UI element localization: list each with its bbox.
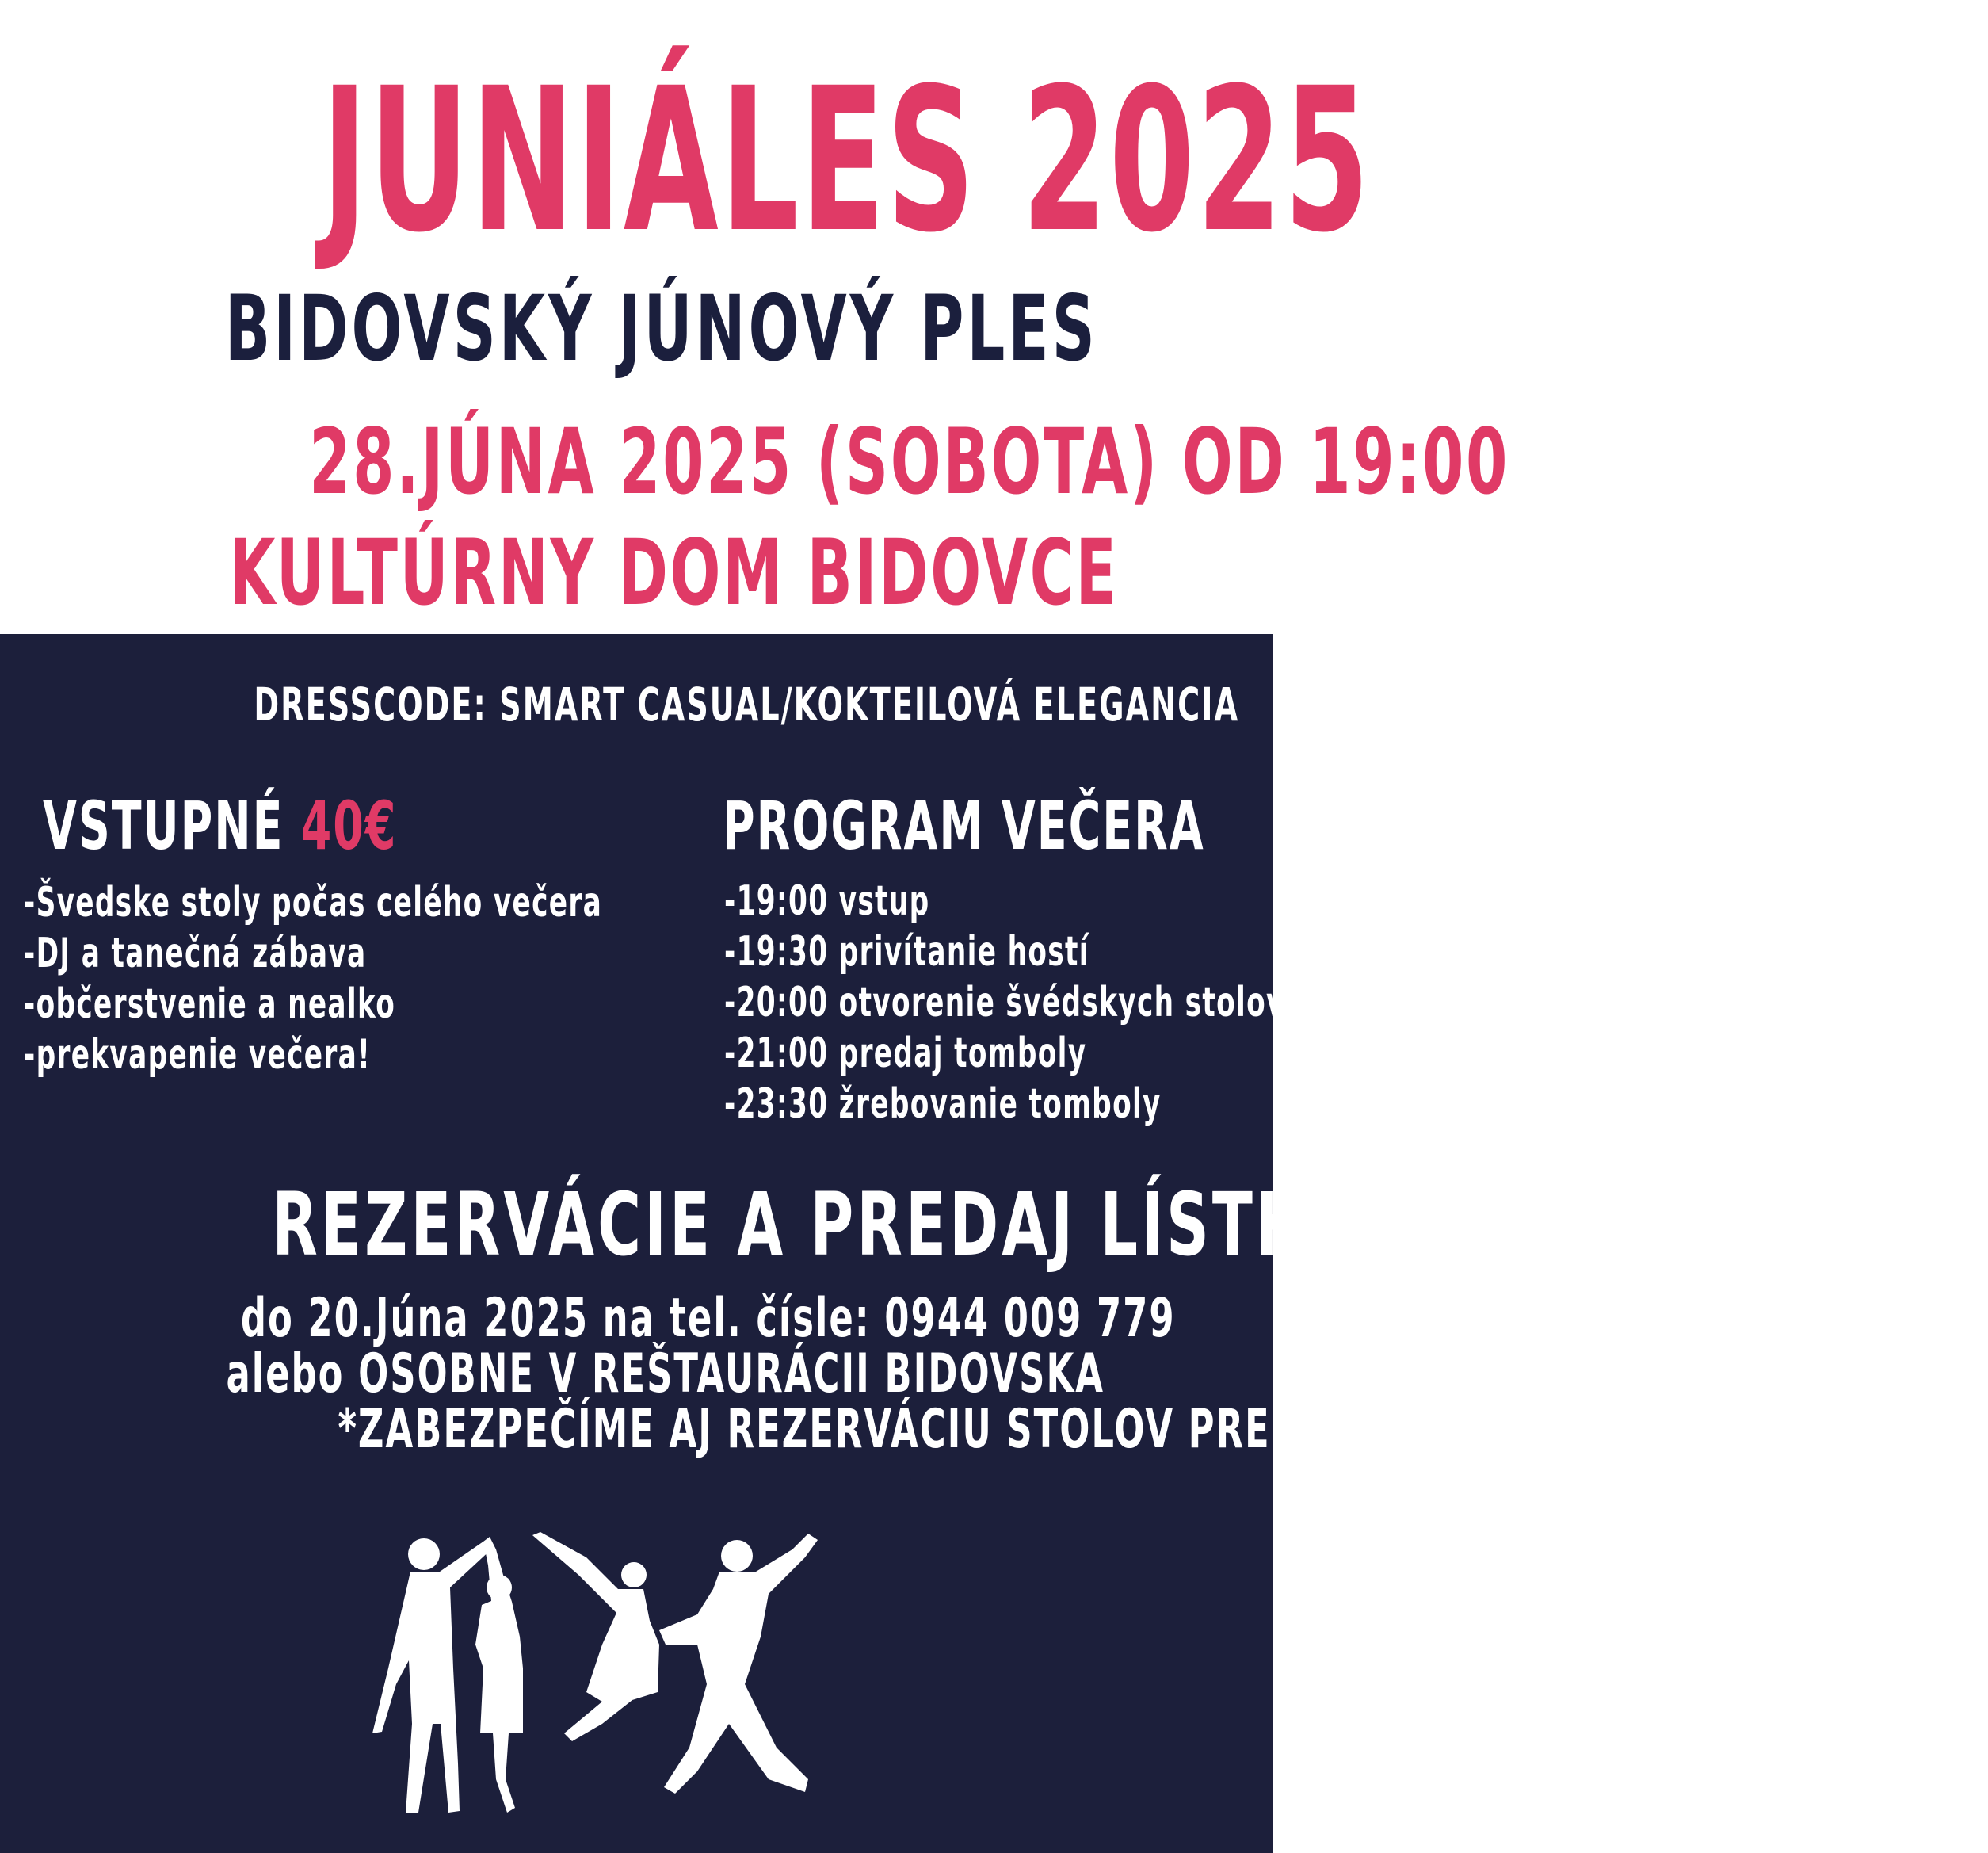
list-item: -19:30 privítanie hostí [724, 928, 1089, 976]
reservations-in-person-line: alebo OSOBNE V REŠTAURÁCII BIDOVSKA [226, 1343, 1105, 1405]
event-date-row [0, 409, 1510, 514]
event-title-row [0, 45, 1372, 276]
event-subtitle-row [0, 276, 1297, 381]
admission-heading [43, 787, 398, 865]
dresscode: DRESSCODE: SMART CASUAL/KOKTEILOVÁ ELEGANCIA [254, 678, 1240, 732]
list-item: -prekvapenie večera! [24, 1031, 372, 1079]
event-subtitle: BIDOVSKÝ JÚNOVÝ PLES [224, 276, 1098, 381]
admission-list [24, 877, 602, 1080]
list-item: -Švedske stoly počas celého večera [24, 879, 603, 926]
dancing-couples-silhouette-icon [364, 1526, 919, 1843]
program-list [724, 876, 1285, 1129]
reservations-heading-row [0, 1174, 1428, 1275]
admission-price: 40€ [300, 787, 398, 865]
reservations-heading: REZERVÁCIE A PREDAJ LÍSTKOV: [272, 1174, 1428, 1275]
list-item: -19:00 vstup [724, 877, 930, 925]
list-item: -občerstvenie a nealko [24, 980, 396, 1028]
reservations-phone-line: do 20.Júna 2025 na tel. čísle: 0944 009 779 [240, 1287, 1176, 1350]
list-item: -20:00 otvorenie švédskych stolov [724, 979, 1285, 1026]
reservations-line-row [0, 1343, 1273, 1405]
admission-label: VSTUPNÉ [43, 787, 284, 865]
event-date: 28.JÚNA 2025 (SOBOTA) OD 19:00 [309, 409, 1510, 514]
event-venue: KULTÚRNY DOM BIDOVCE [229, 520, 1119, 625]
reservations-group-note: *ZABEZPEČÍME AJ REZERVÁCIU STOLOV PRE PARTIE (10 osôb) [338, 1398, 1650, 1461]
program-heading: PROGRAM VEČERA [723, 787, 1205, 865]
list-item: -23:30 žrebovanie tomboly [724, 1080, 1162, 1128]
list-item: -DJ a tanečná zábava [24, 930, 367, 977]
list-item: -21:00 predaj tomboly [724, 1030, 1087, 1077]
event-title: JUNIÁLES 2025 [321, 45, 1372, 276]
reservations-line-row [0, 1398, 1650, 1461]
reservations-line-row [0, 1287, 1273, 1350]
dresscode-row [0, 678, 1273, 732]
event-venue-row [0, 520, 1297, 625]
info-panel [0, 634, 1650, 1853]
